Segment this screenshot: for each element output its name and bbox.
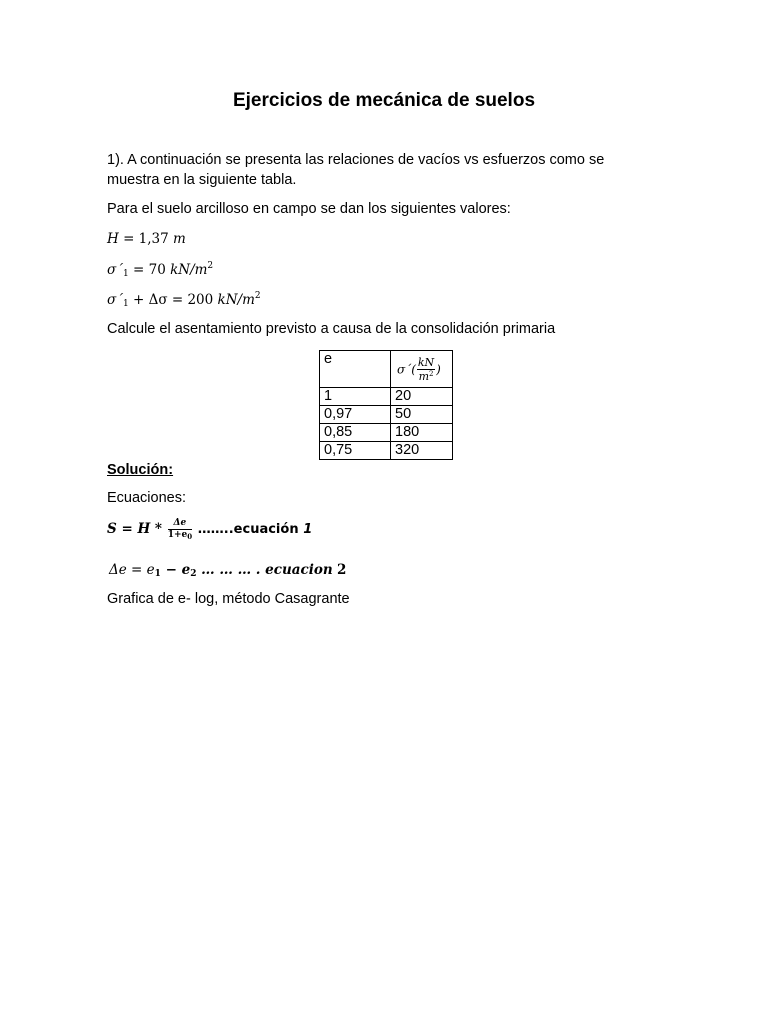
header-sigma-symbol: σ´(	[397, 361, 416, 376]
cell-sigma: 20	[391, 388, 453, 406]
sigma2-subscript: 1	[122, 299, 129, 309]
problem-intro-line1: 1). A continuación se presenta las relaciones de vacíos vs esfuerzos como se	[107, 152, 605, 168]
header-unit-fraction	[417, 356, 435, 383]
sigma2-unit: kN/m	[217, 292, 255, 308]
sigma1-subscript: 1	[122, 269, 129, 279]
graph-label: Grafica de e- log, método Casagrante	[107, 591, 350, 607]
eq2-sub1: 1	[154, 569, 161, 579]
eq1-lhs: S = H *	[107, 521, 162, 537]
sigma2-value: + Δσ = 200	[133, 292, 214, 308]
eq2-number: 2	[337, 562, 347, 578]
eq1-fraction	[168, 518, 192, 541]
cell-sigma: 50	[391, 406, 453, 424]
header-unit-exp: 2	[429, 369, 434, 378]
given-sigma-final	[107, 290, 667, 310]
eq2-tail: … … … . ecuacion	[196, 562, 333, 578]
sigma2-exponent: 2	[254, 291, 261, 301]
task-statement: Calcule el asentamiento previsto a causa de la consolidación primaria	[107, 321, 556, 337]
solution-heading: Solución:	[107, 462, 174, 478]
header-unit-num: kN	[417, 355, 435, 369]
sigma1-unit: kN/m	[170, 262, 208, 278]
given-sigma1	[107, 260, 667, 280]
table-row	[320, 424, 453, 442]
table-row	[320, 406, 453, 424]
cell-sigma: 180	[391, 424, 453, 442]
document-title: Ejercicios de mecánica de suelos	[232, 90, 536, 111]
cell-e: 0,75	[320, 442, 391, 460]
sigma1-symbol: σ´	[107, 262, 123, 278]
eq2-lhs: Δe = e	[109, 562, 155, 578]
cell-e: 0,97	[320, 406, 391, 424]
header-sigma-close: )	[436, 361, 441, 376]
header-unit-den: m	[418, 369, 429, 383]
cell-e: 0,85	[320, 424, 391, 442]
eq1-number: 1	[303, 522, 313, 537]
equation-2	[109, 560, 669, 580]
equation-1	[107, 518, 667, 541]
table-header-row	[320, 351, 453, 388]
sigma1-value: = 70	[133, 262, 166, 278]
given-values-intro: Para el suelo arcilloso en campo se dan los siguientes valores:	[107, 201, 511, 217]
eq1-numerator: Δe	[168, 518, 192, 530]
header-e: e	[320, 351, 391, 388]
eq1-denominator: 1+e	[167, 530, 188, 540]
h-value: = 1,37	[123, 231, 169, 247]
h-unit: m	[173, 231, 186, 247]
sigma1-exponent: 2	[207, 261, 214, 271]
equations-label: Ecuaciones:	[107, 490, 186, 506]
header-sigma	[391, 351, 453, 388]
eq1-tail: ……..ecuación	[197, 522, 299, 537]
problem-intro-line2: muestra en la siguiente tabla.	[107, 172, 297, 188]
h-symbol: H	[107, 231, 119, 247]
table-row	[320, 442, 453, 460]
sigma2-symbol: σ´	[107, 292, 123, 308]
eq2-minus: − e	[160, 562, 191, 578]
cell-sigma: 320	[391, 442, 453, 460]
eq1-denominator-sub: 0	[187, 532, 193, 541]
void-ratio-stress-table	[319, 350, 453, 460]
table-row	[320, 388, 453, 406]
given-thickness-H	[107, 229, 667, 249]
eq2-sub2: 2	[190, 569, 197, 579]
cell-e: 1	[320, 388, 391, 406]
